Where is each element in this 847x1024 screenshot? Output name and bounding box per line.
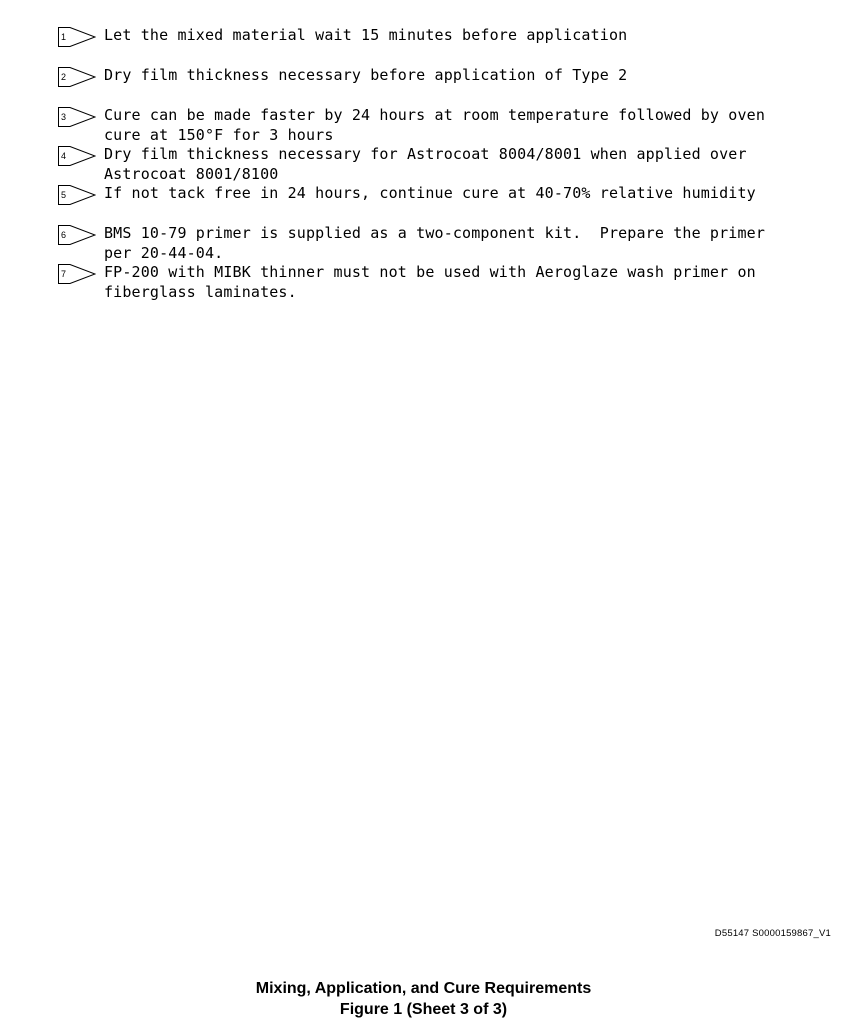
note-text (104, 145, 747, 184)
figure-number: Figure 1 (Sheet 3 of 3) (339, 1001, 508, 1018)
note-text (104, 184, 756, 204)
note-line: fiberglass laminates. (104, 282, 297, 301)
flag-note-icon (58, 107, 96, 127)
flag-note-4 (58, 145, 818, 184)
flag-note-5 (58, 184, 818, 205)
flag-number: 1 (61, 32, 67, 42)
flag-note-6 (58, 224, 818, 263)
note-line: Astrocoat 8001/8100 (104, 164, 279, 183)
note-line: Dry film thickness necessary for Astrocoat 8004/8001 when applied over (104, 145, 747, 163)
note-line: Dry film thickness necessary before application of Type 2 (104, 66, 628, 84)
note-line: Let the mixed material wait 15 minutes before application (104, 26, 628, 44)
flag-note-7 (58, 263, 818, 302)
note-line: If not tack free in 24 hours, continue cure at 40-70% relative humidity (104, 184, 756, 202)
note-text (104, 66, 627, 86)
flag-note-3 (58, 106, 818, 145)
note-line: BMS 10-79 primer is supplied as a two-component kit. Prepare the primer (104, 224, 766, 242)
note-line: per 20-44-04. (104, 243, 224, 262)
flag-note-1 (58, 26, 818, 47)
note-line: FP-200 with MIBK thinner must not be used with Aeroglaze wash primer on (104, 263, 756, 281)
figure-title: Mixing, Application, and Cure Requirements (255, 980, 592, 997)
flag-notes-list (58, 26, 818, 301)
note-text (104, 224, 765, 263)
flag-number: 4 (61, 151, 67, 161)
drawing-code: D55147 S0000159867_V1 (714, 928, 831, 939)
flag-note-icon (58, 146, 96, 166)
flag-number: 6 (61, 230, 67, 240)
flag-note-2 (58, 66, 818, 87)
flag-note-icon (58, 185, 96, 205)
note-line: cure at 150°F for 3 hours (104, 125, 334, 144)
note-text (104, 106, 765, 145)
flag-note-icon (58, 264, 96, 284)
flag-note-icon (58, 27, 96, 47)
flag-number: 3 (61, 112, 67, 122)
flag-note-icon (58, 225, 96, 245)
note-text (104, 26, 627, 46)
note-text (104, 263, 756, 302)
flag-number: 5 (61, 190, 67, 200)
note-line: Cure can be made faster by 24 hours at room temperature followed by oven (104, 106, 766, 124)
flag-note-icon (58, 67, 96, 87)
flag-number: 7 (61, 269, 67, 279)
flag-number: 2 (61, 72, 67, 82)
